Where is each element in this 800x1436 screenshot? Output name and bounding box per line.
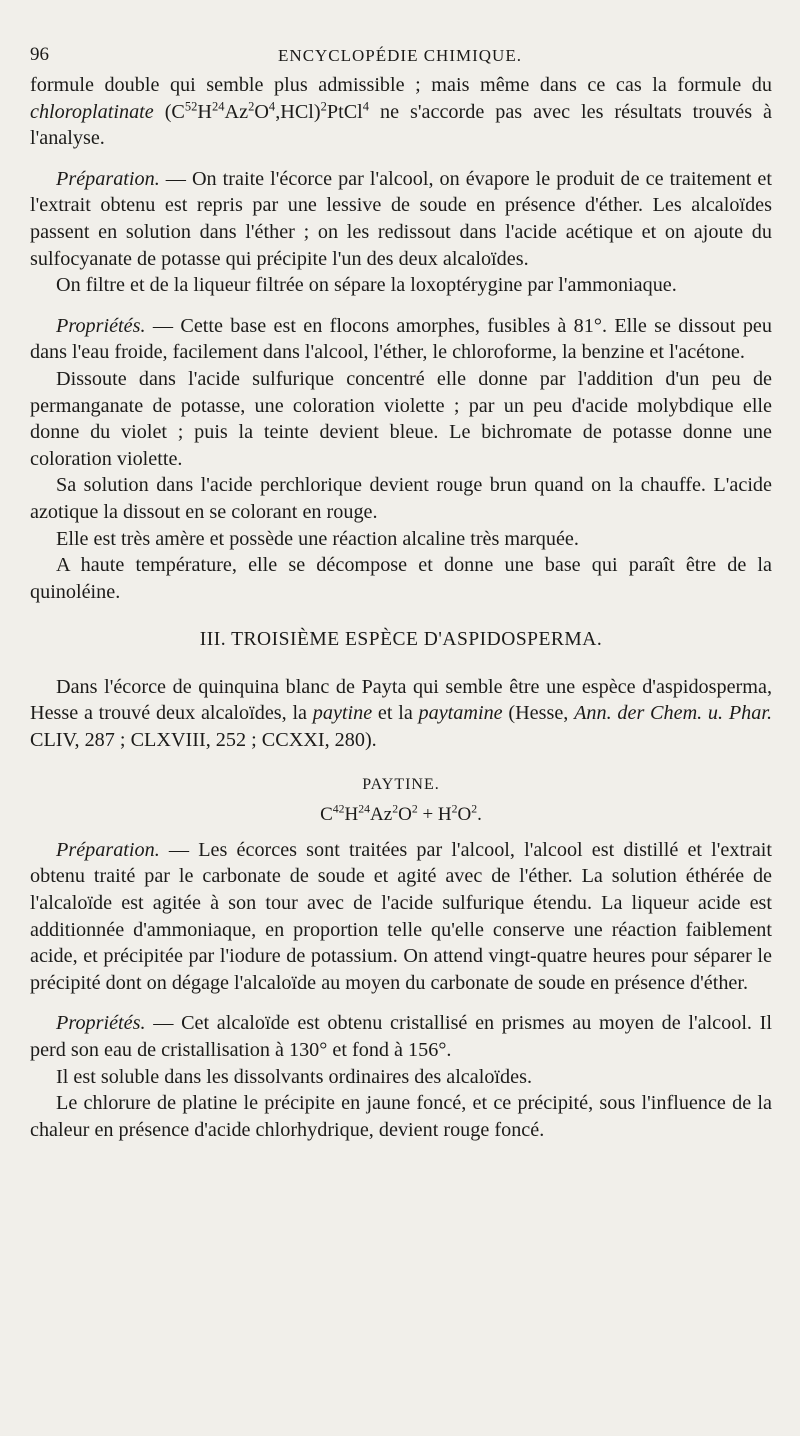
page-header <box>30 44 770 70</box>
paragraph-properties-2b: Il est soluble dans les dissolvants ordinaires des alcaloïdes. <box>56 1065 532 1088</box>
paragraph-preparation-1: Préparation. — On traite l'écorce par l'alcool, on évapore le produit de ce traitement et l'extrait obtenu est repris par une lessive de soude en présence d'éther. Les alcaloïdes passent en solution dans l'éther ; on les redissout dans l'acide acétique et on ajoute du sulfocyanate de potasse qui précipite l'un des deux alcaloïdes. <box>30 167 772 270</box>
page-body <box>30 72 772 1143</box>
paragraph-formula-note: formule double qui semble plus admissible ; mais même dans ce cas la formule du chloroplatinate $(C^{52}H^{24}Az^2O^4,HCl)^2PtCl^4$ ne s'accorde pas avec les résultats trouvés à l'analyse. <box>30 74 773 150</box>
subsection-title-paytine: PAYTINE. <box>362 775 440 793</box>
chemical-formula: $C^{42}H^{24}Az^2O^2 + H^2O^2$. <box>320 802 482 826</box>
paragraph-preparation-2: Préparation. — Les écorces sont traitées par l'alcool, l'alcool est distillé et l'extrait obtenu traité par le carbonate de soude et agité avec de l'éther. La solution éthérée de l'alcaloïde est agitée à son tour avec de l'acide sulfurique étendu. La liqueur acide est additionnée d'ammoniaque, en proportion telle qu'elle conserve une réaction faiblement acide, et précipitée par l'iodure de potassium. On attend vingt-quatre heures pour séparer le précipité dont on dégage l'alcaloïde au moyen du carbonate de soude en présence d'éther. <box>30 838 772 994</box>
section-heading: III. TROISIÈME ESPÈCE D'ASPIDOSPERMA. <box>199 629 603 651</box>
paragraph-properties-1b: Dissoute dans l'acide sulfurique concentré elle donne par l'addition d'un peu de permanganate de potasse, une coloration violette ; par un peu d'acide molybdique elle donne du violet ; puis la teinte devient bleue. Le bichromate de potasse donne une coloration violette. <box>30 367 772 470</box>
paragraph-properties-2c: Le chlorure de platine le précipite en jaune foncé, et ce précipité, sous l'influence de la chaleur en présence d'acide chlorhydrique, devient rouge foncé. <box>30 1092 772 1141</box>
paragraph-properties-1c: Sa solution dans l'acide perchlorique devient rouge brun quand on la chauffe. L'acide azotique la dissout en se colorant en rouge. <box>30 474 772 523</box>
paragraph-properties-1: Propriétés. — Cette base est en flocons amorphes, fusibles à 81°. Elle se dissout peu dans l'eau froide, facilement dans l'alcool, l'éther, le chloroforme, la benzine et l'acétone. <box>30 314 772 364</box>
paragraph-section-intro: Dans l'écorce de quinquina blanc de Payta qui semble être une espèce d'aspidosperma, Hesse a trouvé deux alcaloïdes, la paytine et la paytamine (Hesse, Ann. der Chem. u. Phar. CLIV, 287 ; CLXVIII, 252 ; CCXXI, 280). <box>30 675 772 752</box>
page-number: 96 <box>30 44 49 65</box>
paragraph-preparation-1b: On filtre et de la liqueur filtrée on sépare la loxoptérygine par l'ammoniaque. <box>56 274 677 297</box>
running-title: ENCYCLOPÉDIE CHIMIQUE. <box>278 46 522 65</box>
paragraph-properties-1d: Elle est très amère et possède une réaction alcaline très marquée. <box>56 527 579 550</box>
paragraph-properties-2: Propriétés. — Cet alcaloïde est obtenu cristallisé en prismes au moyen de l'alcool. Il perd son eau de cristallisation à 130° et fond à 156°. <box>30 1012 772 1061</box>
paragraph-properties-1e: A haute température, elle se décompose et donne une base qui paraît être de la quinoléine. <box>30 554 772 603</box>
